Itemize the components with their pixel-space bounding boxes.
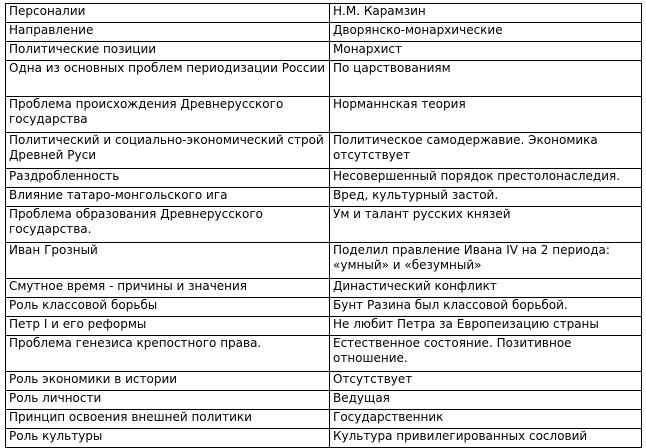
row-view-cell: По царствованиям [330, 61, 642, 97]
table-row [6, 97, 642, 133]
table-row [6, 61, 642, 97]
comparison-table [5, 3, 642, 448]
row-view-cell: Ум и талант русских князей [330, 207, 642, 243]
row-view-cell: Вред, культурный застой. [330, 188, 642, 207]
table-row [6, 298, 642, 317]
table-row [6, 279, 642, 298]
row-topic-cell: Иван Грозный [6, 243, 330, 279]
table-row [6, 188, 642, 207]
table-row [6, 169, 642, 188]
row-topic-cell: Направление [6, 23, 330, 42]
table-body [6, 4, 642, 448]
row-topic-cell: Влияние татаро-монгольского ига [6, 188, 330, 207]
table-row [6, 4, 642, 23]
table-row [6, 207, 642, 243]
table-row [6, 336, 642, 372]
row-topic-cell: Проблема происхождения Древнерусского государства [6, 97, 330, 133]
row-view-cell: Династический конфликт [330, 279, 642, 298]
row-view-cell: Монархист [330, 42, 642, 61]
table-row [6, 410, 642, 429]
row-topic-cell: Роль личности [6, 391, 330, 410]
table-row [6, 23, 642, 42]
row-view-cell: Естественное состояние. Позитивное отношение. [330, 336, 642, 372]
row-view-cell: Бунт Разина был классовой борьбой. [330, 298, 642, 317]
row-view-cell: Не любит Петра за Европеизацию страны [330, 317, 642, 336]
row-view-cell: Государственник [330, 410, 642, 429]
table-row [6, 391, 642, 410]
row-topic-cell: Петр I и его реформы [6, 317, 330, 336]
row-topic-cell: Смутное время - причины и значения [6, 279, 330, 298]
table-row [6, 317, 642, 336]
row-view-cell: Дворянско-монархические [330, 23, 642, 42]
row-topic-cell: Одна из основных проблем периодизации России [6, 61, 330, 97]
row-view-cell: Поделил правление Ивана IV на 2 периода: «умный» и «безумный» [330, 243, 642, 279]
row-view-cell: Н.М. Карамзин [330, 4, 642, 23]
table-row [6, 372, 642, 391]
row-view-cell: Ведущая [330, 391, 642, 410]
row-topic-cell: Политические позиции [6, 42, 330, 61]
row-topic-cell: Роль культуры [6, 429, 330, 448]
table-row [6, 133, 642, 169]
row-view-cell: Политическое самодержавие. Экономика отсутствует [330, 133, 642, 169]
row-view-cell: Несовершенный порядок престолонаследия. [330, 169, 642, 188]
row-view-cell: Норманнская теория [330, 97, 642, 133]
row-topic-cell: Раздробленность [6, 169, 330, 188]
row-topic-cell: Персоналии [6, 4, 330, 23]
row-topic-cell: Роль экономики в истории [6, 372, 330, 391]
row-topic-cell: Принцип освоения внешней политики [6, 410, 330, 429]
row-topic-cell: Проблема образования Древнерусского государства. [6, 207, 330, 243]
row-view-cell: Отсутствует [330, 372, 642, 391]
table-row [6, 243, 642, 279]
table-row [6, 42, 642, 61]
row-topic-cell: Проблема генезиса крепостного права. [6, 336, 330, 372]
row-topic-cell: Политический и социально-экономический строй Древней Руси [6, 133, 330, 169]
row-view-cell: Культура привилегированных сословий [330, 429, 642, 448]
row-topic-cell: Роль классовой борьбы [6, 298, 330, 317]
